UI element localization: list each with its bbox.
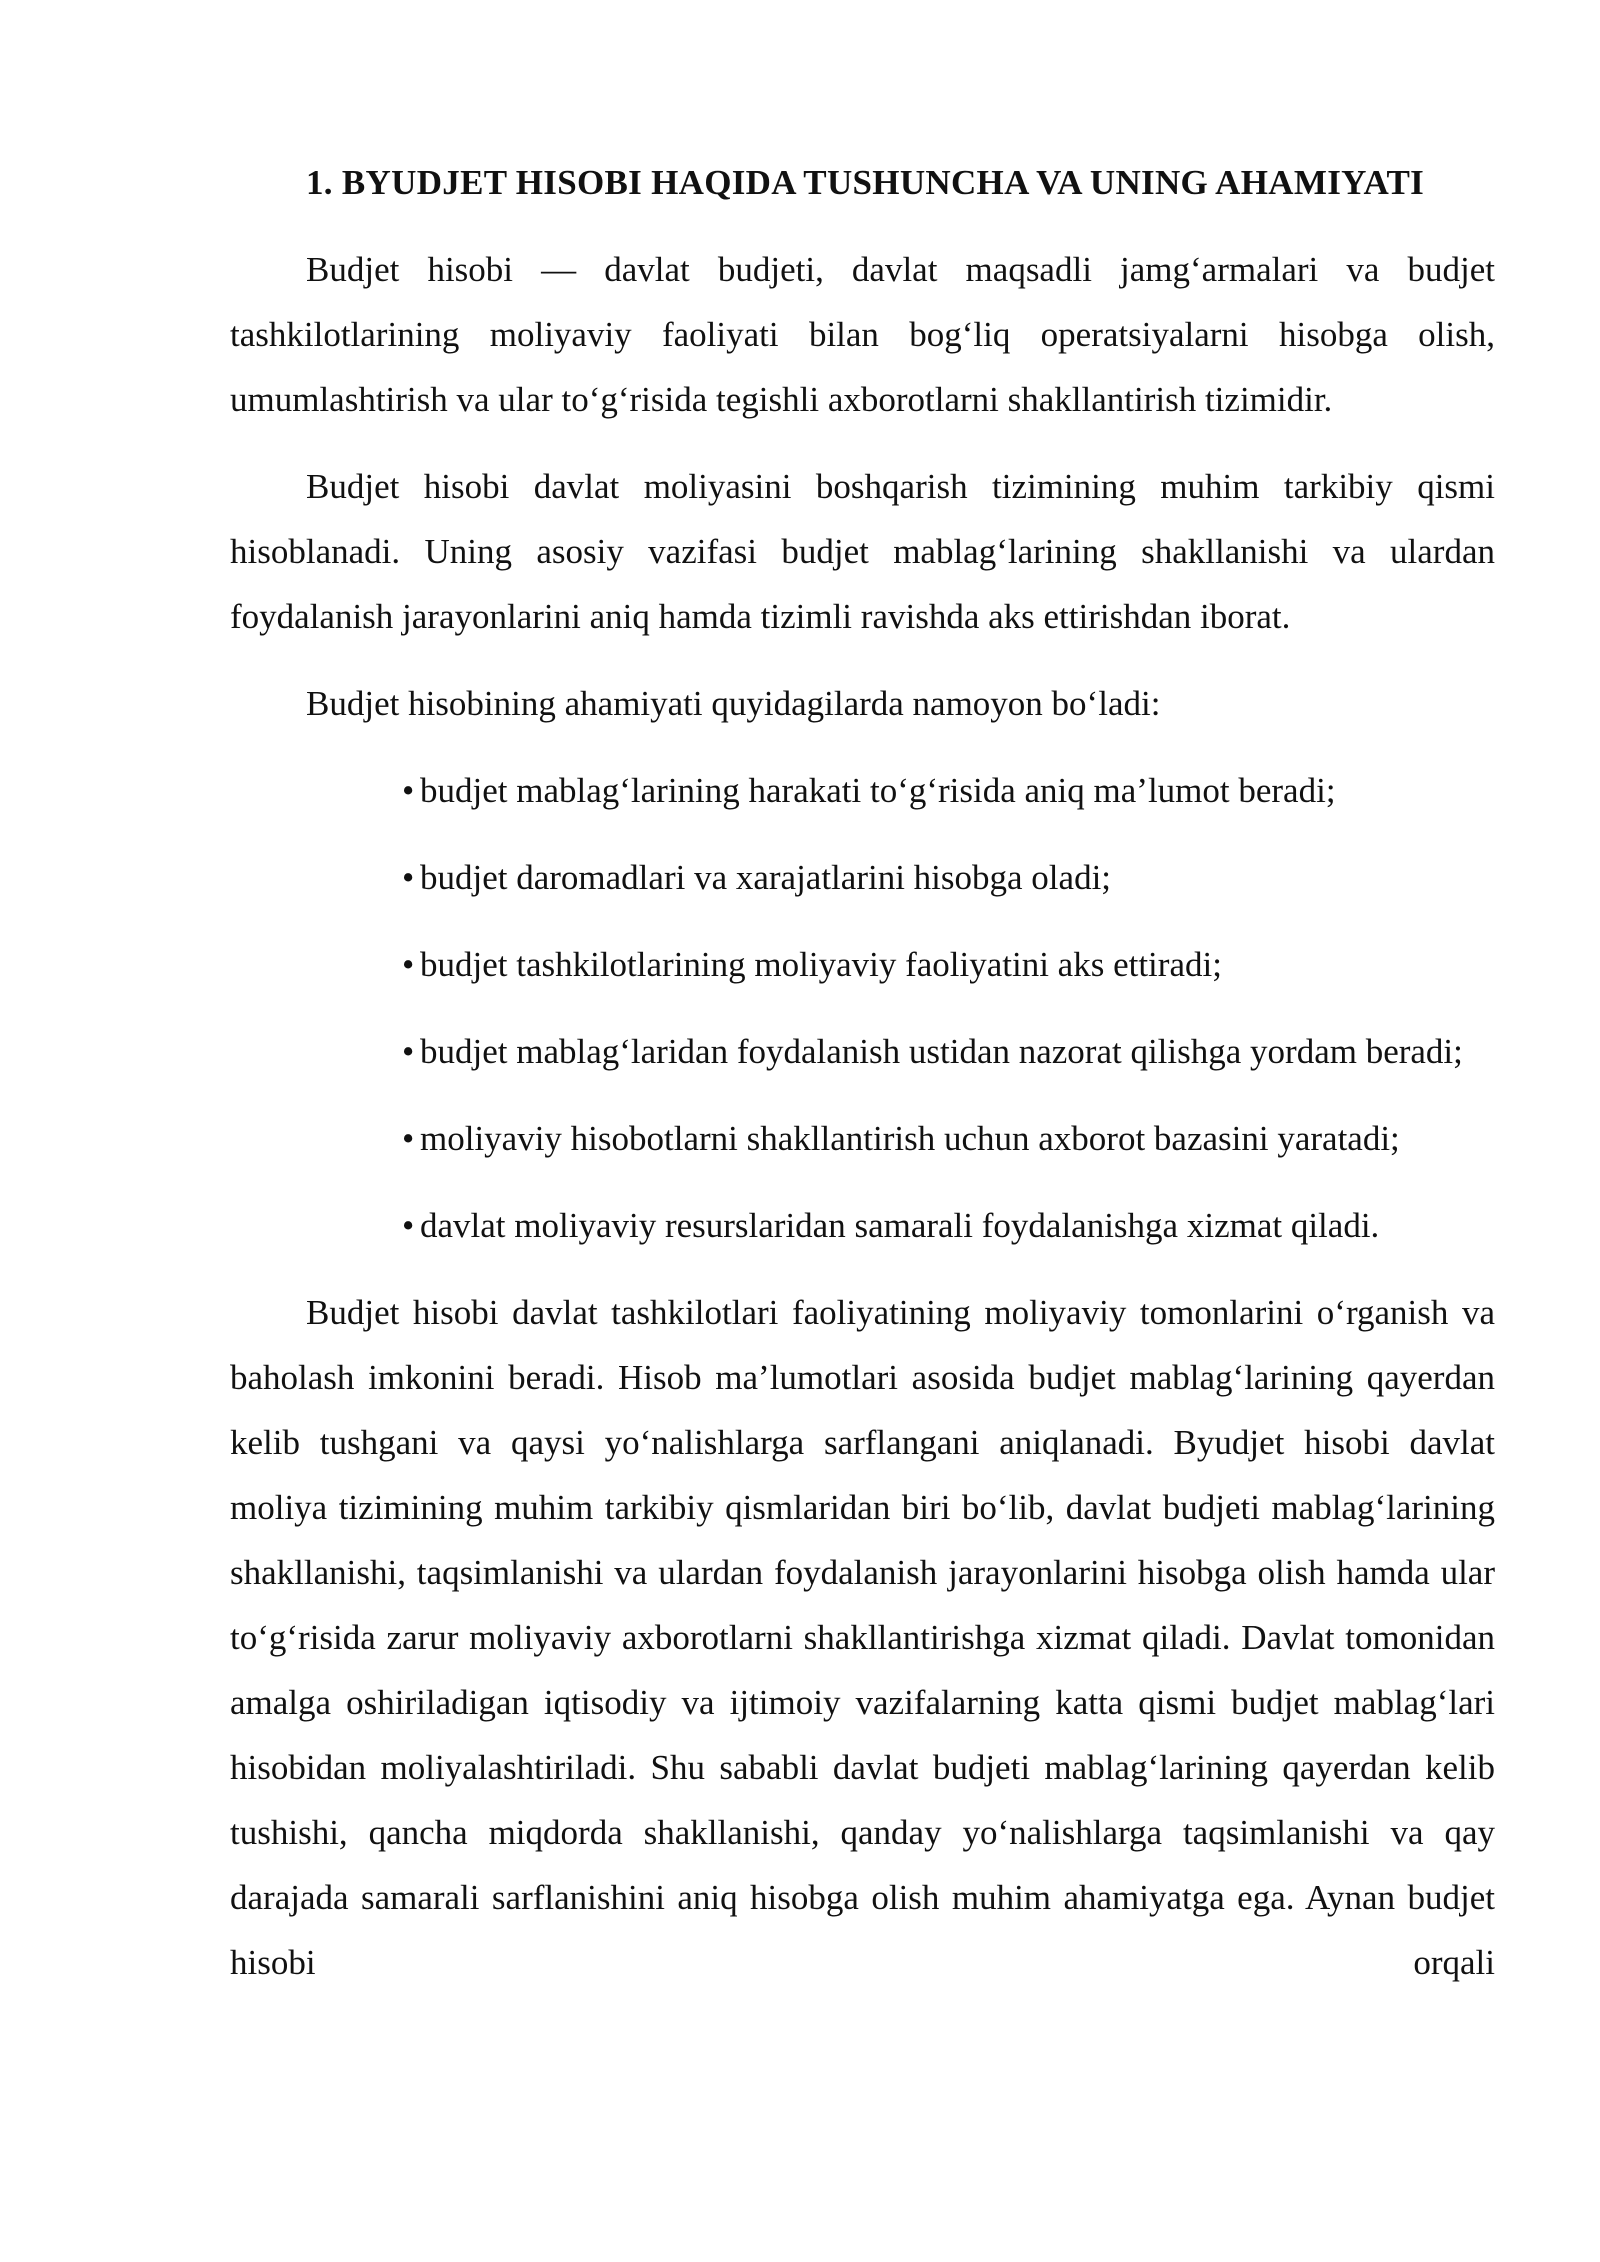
paragraph-closing: Budjet hisobi davlat tashkilotlari faoliyatining moliyaviy tomonlarini o‘rganish va baholash imkonini beradi. Hisob ma’lumotlari asosida budjet mablag‘larining qayerdan kelib tushgani va qaysi yo‘nalishlarga sarflangani aniqlanadi. Byudjet hisobi davlat moliya tizimining muhim tarkibiy qismlaridan biri bo‘lib, davlat budjeti mablag‘larining shakllanishi, taqsimlanishi va ulardan foydalanish jarayonlarini hisobga olish hamda ular to‘g‘risida zarur moliyaviy axborotlarni shakllantirishga xizmat qiladi. Davlat tomonidan amalga oshiriladigan iqtisodiy va ijtimoiy vazifalarning katta qismi budjet mablag‘lari hisobidan moliyalashtiriladi. Shu sababli davlat budjeti mablag‘larining qayerdan kelib tushishi, qancha miqdorda shakllanishi, qanday yo‘nalishlarga taqsimlanishi va qay darajada samarali sarflanishini aniq hisobga olish muhim ahamiyatga ega. Aynan budjet hisobi orqali bbox=[230, 1293, 1495, 1982]
paragraph-role: Budjet hisobi davlat moliyasini boshqarish tizimining muhim tarkibiy qismi hisoblanadi. Uning asosiy vazifasi budjet mablag‘larining shakllanishi va ulardan foydalanish jarayonlarini aniq hamda tizimli ravishda aks ettirishdan iborat. bbox=[230, 467, 1495, 636]
document-page bbox=[230, 150, 1495, 2017]
bullet-marker: • bbox=[402, 1032, 415, 1071]
paragraph-importance-intro: Budjet hisobining ahamiyati quyidagilarda namoyon bo‘ladi: bbox=[306, 684, 1161, 723]
bullet-marker: • bbox=[402, 771, 415, 810]
bullet-item bbox=[230, 932, 1495, 997]
bullet-marker: • bbox=[402, 945, 415, 984]
importance-bullet-list bbox=[230, 758, 1495, 1258]
bullet-item bbox=[230, 1106, 1495, 1171]
bullet-item bbox=[230, 1019, 1495, 1084]
paragraph-definition: Budjet hisobi — davlat budjeti, davlat maqsadli jamg‘armalari va budjet tashkilotlarining moliyaviy faoliyati bilan bog‘liq operatsiyalarni hisobga olish, umumlashtirish va ular to‘g‘risida tegishli axborotlarni shakllantirish tizimidir. bbox=[230, 250, 1495, 419]
bullet-marker: • bbox=[402, 1206, 415, 1245]
bullet-text: budjet tashkilotlarining moliyaviy faoliyatini aks ettiradi; bbox=[420, 945, 1222, 984]
bullet-item bbox=[230, 758, 1495, 823]
bullet-text: budjet daromadlari va xarajatlarini hisobga oladi; bbox=[420, 858, 1112, 897]
bullet-marker: • bbox=[402, 1119, 415, 1158]
bullet-text: davlat moliyaviy resurslaridan samarali foydalanishga xizmat qiladi. bbox=[420, 1206, 1380, 1245]
bullet-item bbox=[230, 845, 1495, 910]
bullet-text: budjet mablag‘larining harakati to‘g‘risida aniq ma’lumot beradi; bbox=[420, 771, 1336, 810]
bullet-marker: • bbox=[402, 858, 415, 897]
bullet-text: budjet mablag‘laridan foydalanish ustidan nazorat qilishga yordam beradi; bbox=[420, 1032, 1463, 1071]
bullet-text: moliyaviy hisobotlarni shakllantirish uchun axborot bazasini yaratadi; bbox=[420, 1119, 1400, 1158]
bullet-item bbox=[230, 1193, 1495, 1258]
section-heading: 1. BYUDJET HISOBI HAQIDA TUSHUNCHA VA UNING AHAMIYATI bbox=[306, 163, 1425, 202]
